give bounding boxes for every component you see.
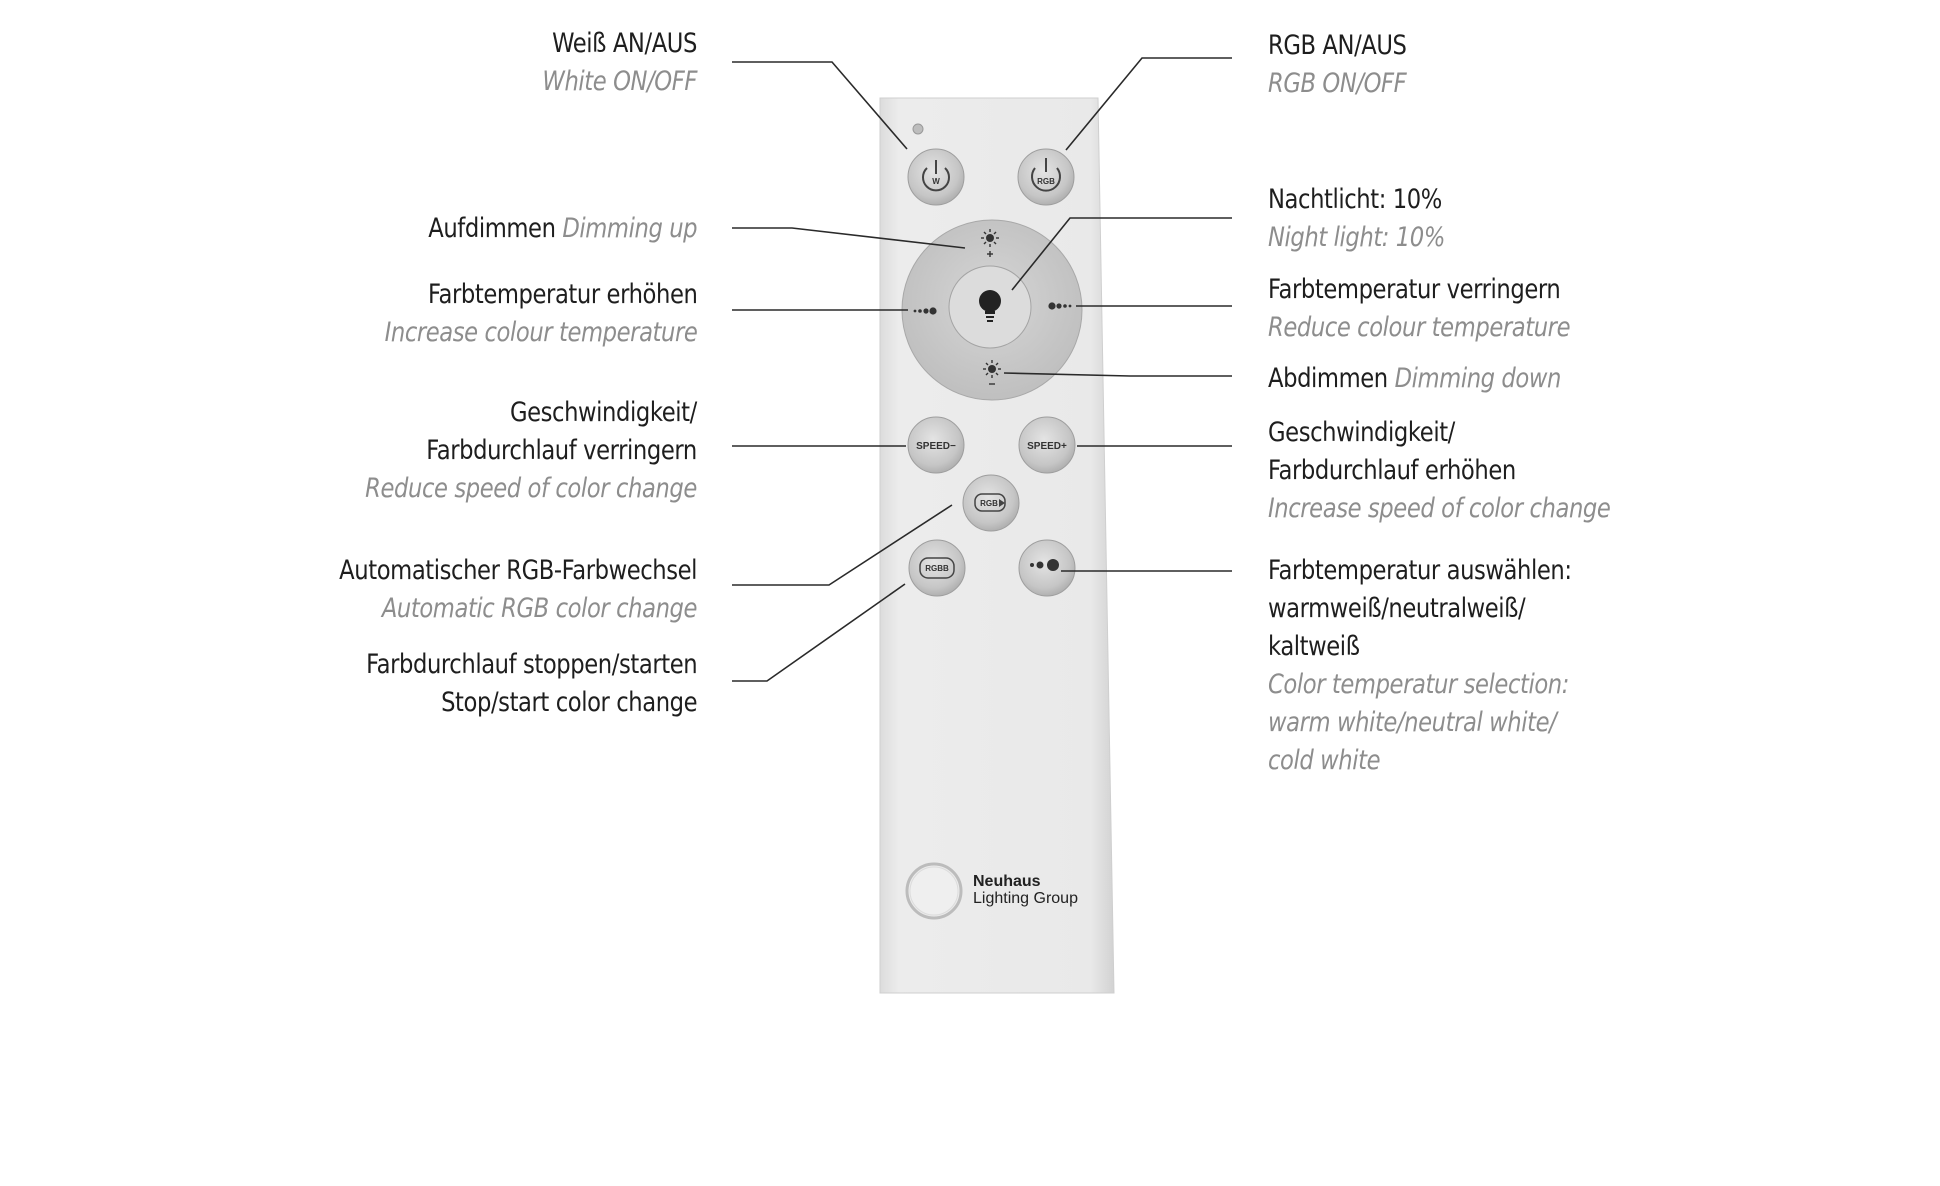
white-power-button[interactable] xyxy=(908,149,964,205)
label-temp-decrease-de: Farbtemperatur verringern xyxy=(1268,274,1561,305)
label-temp-select-de3: kaltweiß xyxy=(1268,631,1360,662)
label-dim-up-de: Aufdimmen xyxy=(428,213,556,244)
rgb-cycle-button[interactable] xyxy=(963,475,1019,531)
label-rgb-onoff xyxy=(1268,27,1407,103)
label-auto-rgb-en: Automatic RGB color change xyxy=(381,593,697,624)
label-stop-start-de: Farbdurchlauf stoppen/starten xyxy=(365,649,697,680)
label-dim-up-en: Dimming up xyxy=(562,213,697,244)
rgb-button-label: RGB xyxy=(1037,177,1055,186)
label-temp-select-de1: Farbtemperatur auswählen: xyxy=(1268,555,1572,586)
label-stop-start-en: Stop/start color change xyxy=(440,687,697,718)
speed-minus-label: SPEED− xyxy=(916,441,956,452)
label-speed-up-de1: Geschwindigkeit/ xyxy=(1268,417,1455,448)
speed-plus-button[interactable] xyxy=(1019,417,1075,473)
label-dim-down-de: Abdimmen xyxy=(1268,363,1388,394)
label-temp-select-en3: cold white xyxy=(1268,745,1381,776)
label-stop-start xyxy=(366,646,697,722)
label-rgb-onoff-en: RGB ON/OFF xyxy=(1268,68,1407,99)
label-speed-up-de2: Farbdurchlauf erhöhen xyxy=(1268,455,1516,486)
label-temp-decrease-en: Reduce colour temperature xyxy=(1268,312,1571,343)
rgb-power-button[interactable] xyxy=(1018,149,1074,205)
label-speed-down-de2: Farbdurchlauf verringern xyxy=(426,435,697,466)
label-rgb-onoff-de: RGB AN/AUS xyxy=(1268,30,1407,61)
label-speed-up-en: Increase speed of color change xyxy=(1268,493,1611,524)
label-temp-increase-de: Farbtemperatur erhöhen xyxy=(427,279,697,310)
temp-select-button[interactable] xyxy=(1019,540,1075,596)
speed-plus-label: SPEED+ xyxy=(1027,441,1067,452)
brand-name: Neuhaus xyxy=(973,873,1041,890)
label-temp-select-en1: Color temperatur selection: xyxy=(1268,669,1569,700)
label-night-light-en: Night light: 10% xyxy=(1268,222,1445,253)
label-white-onoff xyxy=(542,25,697,101)
label-speed-down-en: Reduce speed of color change xyxy=(365,473,697,504)
label-white-onoff-en: White ON/OFF xyxy=(542,66,697,97)
label-temp-decrease xyxy=(1268,271,1570,347)
label-temp-select xyxy=(1268,552,1572,780)
label-speed-up xyxy=(1268,414,1610,528)
label-dim-down-en: Dimming down xyxy=(1394,363,1561,394)
auto-rgb-button[interactable] xyxy=(909,540,965,596)
leader-stop-start xyxy=(732,584,905,681)
label-speed-down-de1: Geschwindigkeit/ xyxy=(510,397,697,428)
brand-subtitle: Lighting Group xyxy=(973,890,1078,907)
night-light-button[interactable] xyxy=(949,266,1031,348)
label-temp-increase xyxy=(384,276,697,352)
label-night-light xyxy=(1268,181,1445,257)
rgb-cycle-label: RGB xyxy=(980,499,998,508)
auto-rgb-label: RGBB xyxy=(925,564,949,573)
label-white-onoff-de: Weiß AN/AUS xyxy=(552,28,697,59)
speed-minus-button[interactable] xyxy=(908,417,964,473)
label-auto-rgb-de: Automatischer RGB-Farbwechsel xyxy=(339,555,697,586)
label-auto-rgb xyxy=(339,552,697,628)
label-night-light-de: Nachtlicht: 10% xyxy=(1268,184,1442,215)
brand-logo-text xyxy=(973,873,1078,907)
label-temp-select-en2: warm white/neutral white/ xyxy=(1268,707,1557,738)
label-dim-up xyxy=(428,210,697,248)
logo-ring-icon xyxy=(907,864,961,918)
label-speed-down xyxy=(365,394,697,508)
label-dim-down xyxy=(1268,360,1561,398)
label-temp-increase-en: Increase colour temperature xyxy=(384,317,697,348)
white-button-label: W xyxy=(932,177,940,186)
status-led xyxy=(913,124,923,134)
label-temp-select-de2: warmweiß/neutralweiß/ xyxy=(1268,593,1526,624)
